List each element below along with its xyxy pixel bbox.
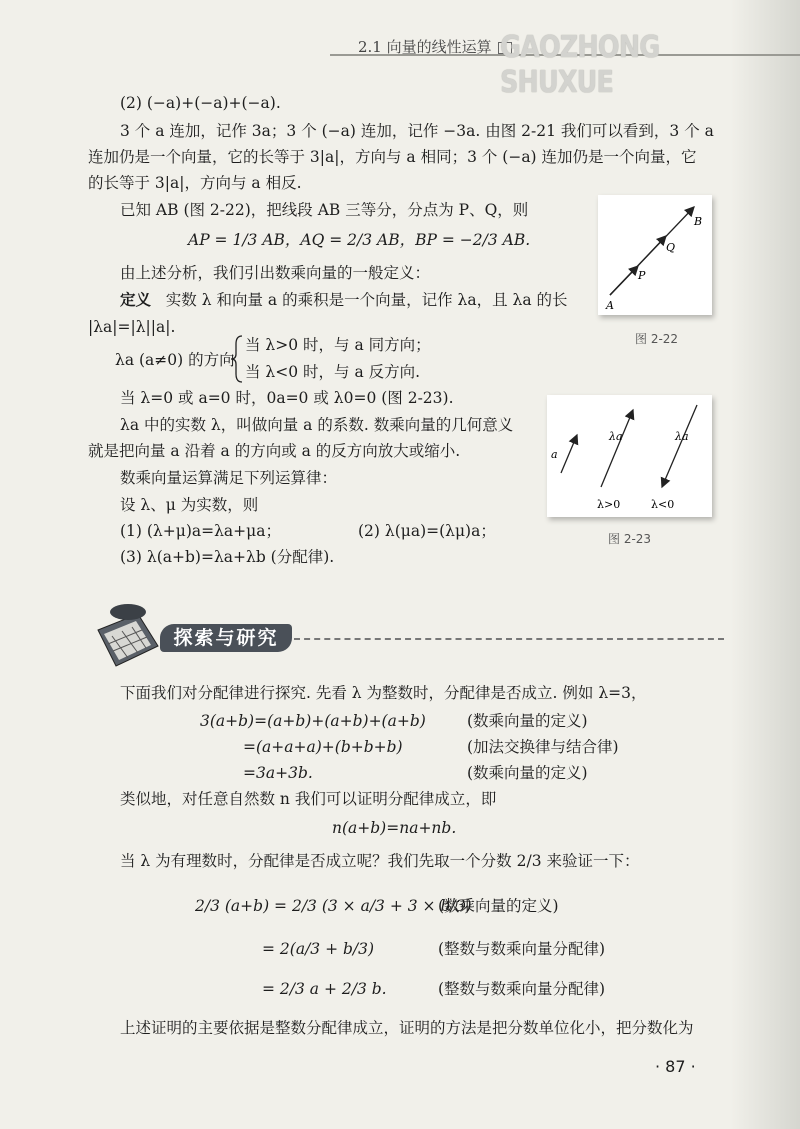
- figure-caption: 图 2-22: [635, 332, 679, 346]
- text-line: 已知 AB (图 2-22)，把线段 AB 三等分，分点为 P、Q，则: [120, 201, 529, 219]
- series-logo: GAOZHONG SHUXUE: [500, 30, 660, 100]
- brace-icon: [230, 334, 244, 384]
- text-line: 当 λ>0 时，与 a 同方向；: [245, 336, 431, 354]
- figure-caption: 图 2-23: [608, 532, 652, 546]
- section-title: 2.1 向量的线性运算: [358, 36, 512, 57]
- page-number: · 87 ·: [655, 1057, 696, 1076]
- scalar-vector-diagram: [547, 395, 712, 517]
- text-line: (3) λ(a+b)=λa+λb (分配律).: [120, 548, 335, 566]
- text-line: 上述证明的主要依据是整数分配律成立，证明的方法是把分数单位化小，把分数化为: [120, 1019, 694, 1037]
- explore-section-header: [88, 600, 728, 680]
- label-lambda-positive: λ>0: [597, 498, 621, 511]
- text-line: λa 中的实数 λ，叫做向量 a 的系数. 数乘向量的几何意义: [120, 416, 514, 434]
- label-q: Q: [666, 241, 676, 254]
- text-line: 当 λ 为有理数时，分配律是否成立呢？我们先取一个分数 2/3 来验证一下：: [120, 852, 640, 870]
- text-line: (2) (−a)+(−a)+(−a).: [120, 94, 281, 112]
- formula-line: 2/3 (a+b) = 2/3 (3 × a/3 + 3 × b/3): [195, 897, 472, 915]
- text-line: 就是把向量 a 沿着 a 的方向或 a 的反方向放大或缩小.: [88, 442, 461, 460]
- label-b: B: [694, 215, 703, 228]
- text-line: |λa|=|λ||a|.: [88, 318, 176, 336]
- segment-diagram: [598, 195, 712, 315]
- formula-line: = 2(a/3 + b/3): [262, 940, 375, 958]
- direction-label: λa (a≠0) 的方向: [115, 351, 235, 369]
- formula-note: (数乘向量的定义): [438, 897, 559, 915]
- formula-note: (数乘向量的定义): [467, 764, 588, 782]
- vector-a: [561, 435, 577, 473]
- figure-2-22: [598, 195, 712, 315]
- vector-aq: [610, 236, 666, 295]
- text-line: 当 λ<0 时，与 a 反方向.: [245, 363, 421, 381]
- text-line: (1) (λ+μ)a=λa+μa；: [120, 522, 281, 540]
- label-lambda-negative: λ<0: [651, 498, 675, 511]
- label-a: A: [606, 299, 614, 312]
- text-line: 设 λ、μ 为实数，则: [120, 496, 259, 514]
- text-line: 连加仍是一个向量，它的长等于 3|a|，方向与 a 相同；3 个 (−a) 连加仍是一个向量，它: [88, 148, 697, 166]
- formula-note: (整数与数乘向量分配律): [438, 940, 606, 958]
- text-line: 由上述分析，我们引出数乘向量的一般定义：: [120, 264, 431, 282]
- text-line: 类似地，对任意自然数 n 我们可以证明分配律成立，即: [120, 790, 497, 808]
- formula-line: =(a+a+a)+(b+b+b): [243, 738, 403, 756]
- label-a: a: [551, 448, 558, 461]
- vector-la-positive: [601, 410, 633, 487]
- text-line: 实数 λ 和向量 a 的乘积是一个向量，记作 λa，且 λa 的长: [165, 291, 568, 309]
- dashed-divider: [294, 638, 724, 640]
- text-line: (2) λ(μa)=(λμ)a；: [358, 522, 496, 540]
- page-header: [330, 30, 800, 100]
- text-line: 的长等于 3|a|，方向与 a 相反.: [88, 174, 302, 192]
- definition-label: 定义: [120, 290, 152, 309]
- text-line: 下面我们对分配律进行探究. 先看 λ 为整数时，分配律是否成立. 例如 λ=3，: [120, 684, 647, 702]
- text-line: 3 个 a 连加，记作 3a；3 个 (−a) 连加，记作 −3a. 由图 2-21 我们可以看到，3 个 a: [120, 122, 714, 140]
- label-lambda-a: λa: [675, 430, 689, 443]
- formula-line: n(a+b)=na+nb.: [332, 819, 457, 837]
- page-edge-shade: [730, 0, 800, 1129]
- formula-line: AP = 1/3 AB，AQ = 2/3 AB，BP = −2/3 AB.: [188, 231, 531, 249]
- formula-note: (数乘向量的定义): [467, 712, 588, 730]
- formula-line: = 2/3 a + 2/3 b.: [262, 980, 387, 998]
- formula-line: =3a+3b.: [243, 764, 313, 782]
- formula-note: (加法交换律与结合律): [467, 738, 619, 756]
- formula-line: 3(a+b)=(a+b)+(a+b)+(a+b): [200, 712, 426, 730]
- label-lambda-a: λa: [609, 430, 623, 443]
- figure-2-23: [547, 395, 712, 517]
- text-line: 数乘向量运算满足下列运算律：: [120, 469, 338, 487]
- explore-title: 探索与研究: [160, 624, 292, 652]
- label-p: P: [638, 269, 646, 282]
- vector-la-negative: [662, 405, 697, 487]
- formula-note: (整数与数乘向量分配律): [438, 980, 606, 998]
- calendar-icon: [88, 600, 168, 680]
- text-line: 当 λ=0 或 a=0 时，0a=0 或 λ0=0 (图 2-23).: [120, 389, 454, 407]
